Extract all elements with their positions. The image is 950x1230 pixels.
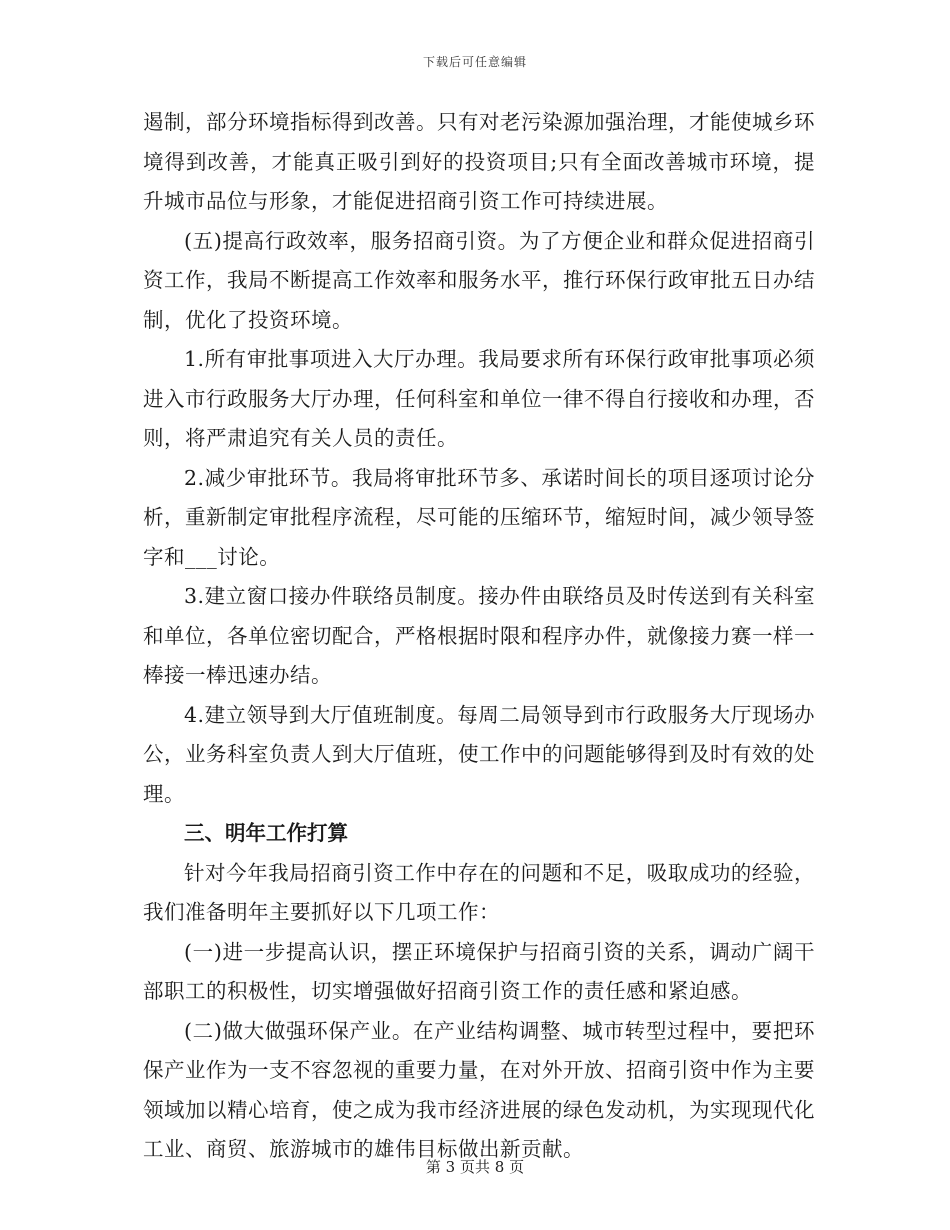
paragraph-section-five: (五)提高行政效率，服务招商引资。为了方便企业和群众促进招商引资工作，我局不断提高工作效率和服务水平，推行环保行政审批五日办结制，优化了投资环境。 [143, 228, 815, 332]
paragraph-plan-two: (二)做大做强环保产业。在产业结构调整、城市转型过程中，要把环保产业作为一支不容忽视的重要力量，在对外开放、招商引资中作为主要领域加以精心培育，使之成为我市经济进展的绿色发动机，为实现现代化工业、商贸、旅游城市的雄伟目标做出新贡献。 [143, 1018, 815, 1161]
page-number: 第 3 页共 8 页 [425, 1158, 525, 1176]
paragraph-intro: 针对今年我局招商引资工作中存在的问题和不足，吸取成功的经验，我们准备明年主要抓好以下几项工作： [143, 860, 815, 924]
paragraph-item-4: 4.建立领导到大厅值班制度。每周二局领导到市行政服务大厅现场办公，业务科室负责人到大厅值班，使工作中的问题能够得到及时有效的处理。 [143, 702, 815, 806]
paragraph-item-3: 3.建立窗口接办件联络员制度。接办件由联络员及时传送到有关科室和单位，各单位密切配合，严格根据时限和程序办件，就像接力赛一样一棒接一棒迅速办结。 [143, 584, 815, 687]
paragraph-plan-one: (一)进一步提高认识，摆正环境保护与招商引资的关系，调动广阔干部职工的积极性，切实增强做好招商引资工作的责任感和紧迫感。 [143, 939, 815, 1003]
page-header: 下载后可任意编辑 [422, 55, 527, 69]
section-heading: 三、明年工作打算 [184, 821, 348, 845]
paragraph-item-2: 2.减少审批环节。我局将审批环节多、承诺时间长的项目逐项讨论分析，重新制定审批程序流程，尽可能的压缩环节，缩短时间，减少领导签字和___讨论。 [143, 465, 815, 569]
paragraph-continuation: 遏制，部分环境指标得到改善。只有对老污染源加强治理，才能使城乡环境得到改善，才能真正吸引到好的投资项目;只有全面改善城市环境，提升城市品位与形象，才能促进招商引资工作可持续进展。 [143, 110, 815, 213]
document-body [143, 103, 815, 1170]
paragraph-item-1: 1.所有审批事项进入大厅办理。我局要求所有环保行政审批事项必须进入市行政服务大厅办理，任何科室和单位一律不得自行接收和办理，否则，将严肃追究有关人员的责任。 [143, 347, 815, 450]
